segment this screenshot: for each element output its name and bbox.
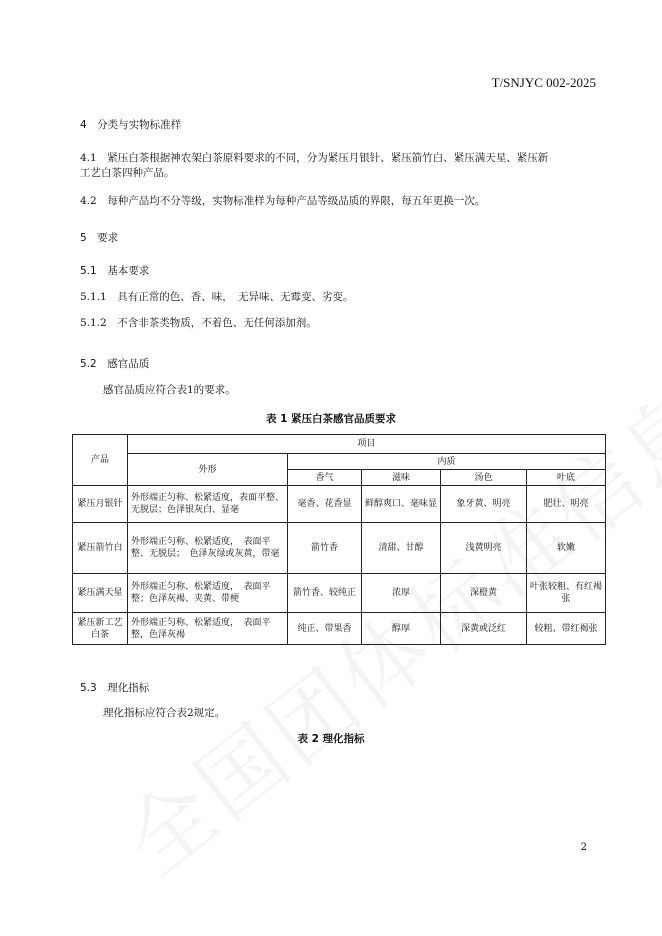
cell-liquor: 深黄或泛红	[441, 613, 527, 645]
header-taste: 滋味	[362, 470, 441, 486]
section-5-3-heading: 5.3 理化指标	[80, 682, 150, 694]
sensory-quality-table	[72, 434, 606, 645]
cell-taste: 浓厚	[362, 574, 441, 613]
cell-aroma: 箭竹香	[288, 523, 362, 574]
section-5-2-heading: 5.2 感官品质	[80, 358, 150, 370]
clause-5-1-1: 5.1.1 具有正常的色、香、味， 无异味、无霉变、劣变。	[80, 291, 354, 303]
header-liquor: 汤色	[441, 470, 527, 486]
cell-liquor: 深橙黄	[441, 574, 527, 613]
cell-product: 紧压月银针	[73, 486, 128, 523]
section-4-heading: 4 分类与实物标准样	[80, 119, 182, 131]
header-product: 产品	[73, 435, 128, 486]
table-1-title: 表 1 紧压白茶感官品质要求	[265, 413, 397, 425]
cell-leaf: 叶张较粗、有红褐张	[527, 574, 606, 613]
clause-5-1-2: 5.1.2 不含非茶类物质，不着色、无任何添加剂。	[80, 317, 317, 329]
section-5-2-text: 感官品质应符合表1的要求。	[103, 384, 236, 396]
cell-appearance: 外形端正匀称、松紧适度， 表面平整，色泽灰褐	[128, 613, 288, 645]
document-code: T/SNJYC 002-2025	[491, 75, 596, 90]
header-interior: 内质	[288, 454, 606, 470]
header-item: 项目	[128, 435, 606, 454]
cell-product: 紧压满天星	[73, 574, 128, 613]
header-appearance: 外形	[128, 454, 288, 486]
cell-aroma: 毫香、花香显	[288, 486, 362, 523]
section-5-1-heading: 5.1 基本要求	[80, 265, 150, 277]
clause-4-2: 4.2 每种产品均不分等级，实物标准样为每种产品等级品质的界限，每五年更换一次。	[80, 195, 486, 207]
cell-appearance: 外形端正匀称、松紧适度， 表面平整、无脱层； 色泽灰绿或灰黄，带毫	[128, 523, 288, 574]
cell-taste: 醇厚	[362, 613, 441, 645]
cell-taste: 鲜醇爽口、毫味显	[362, 486, 441, 523]
cell-leaf: 较粗、带红褐张	[527, 613, 606, 645]
clause-4-1-line1: 4.1 紧压白茶根据神农架白茶原料要求的不同，分为紧压月银针、紧压箭竹白、紧压满天星、紧压新	[80, 152, 549, 164]
cell-product: 紧压新工艺白茶	[73, 613, 128, 645]
header-aroma: 香气	[288, 470, 362, 486]
cell-liquor: 象牙黄、明亮	[441, 486, 527, 523]
clause-4-1-line2: 工艺白茶四种产品。	[80, 167, 175, 179]
cell-appearance: 外形端正匀称、松紧适度， 表面平整；色泽灰褐、夹黄、带梗	[128, 574, 288, 613]
cell-aroma: 纯正、带果香	[288, 613, 362, 645]
section-5-heading: 5 要求	[80, 232, 119, 244]
cell-leaf: 软嫩	[527, 523, 606, 574]
table-row	[73, 523, 606, 574]
table-row	[73, 574, 606, 613]
cell-taste: 清甜、甘醇	[362, 523, 441, 574]
page-number: 2	[580, 842, 587, 853]
section-5-3-text: 理化指标应符合表2规定。	[103, 707, 226, 719]
cell-leaf: 肥壮、明亮	[527, 486, 606, 523]
cell-product: 紧压箭竹白	[73, 523, 128, 574]
table-2-title: 表 2 理化指标	[297, 733, 365, 745]
header-leaf: 叶底	[527, 470, 606, 486]
cell-appearance: 外形端正匀称、松紧适度，表面平整、无脱层；色泽银灰白、显毫	[128, 486, 288, 523]
table-row	[73, 613, 606, 645]
cell-liquor: 浅黄明亮	[441, 523, 527, 574]
table-row	[73, 486, 606, 523]
cell-aroma: 箭竹香、较纯正	[288, 574, 362, 613]
